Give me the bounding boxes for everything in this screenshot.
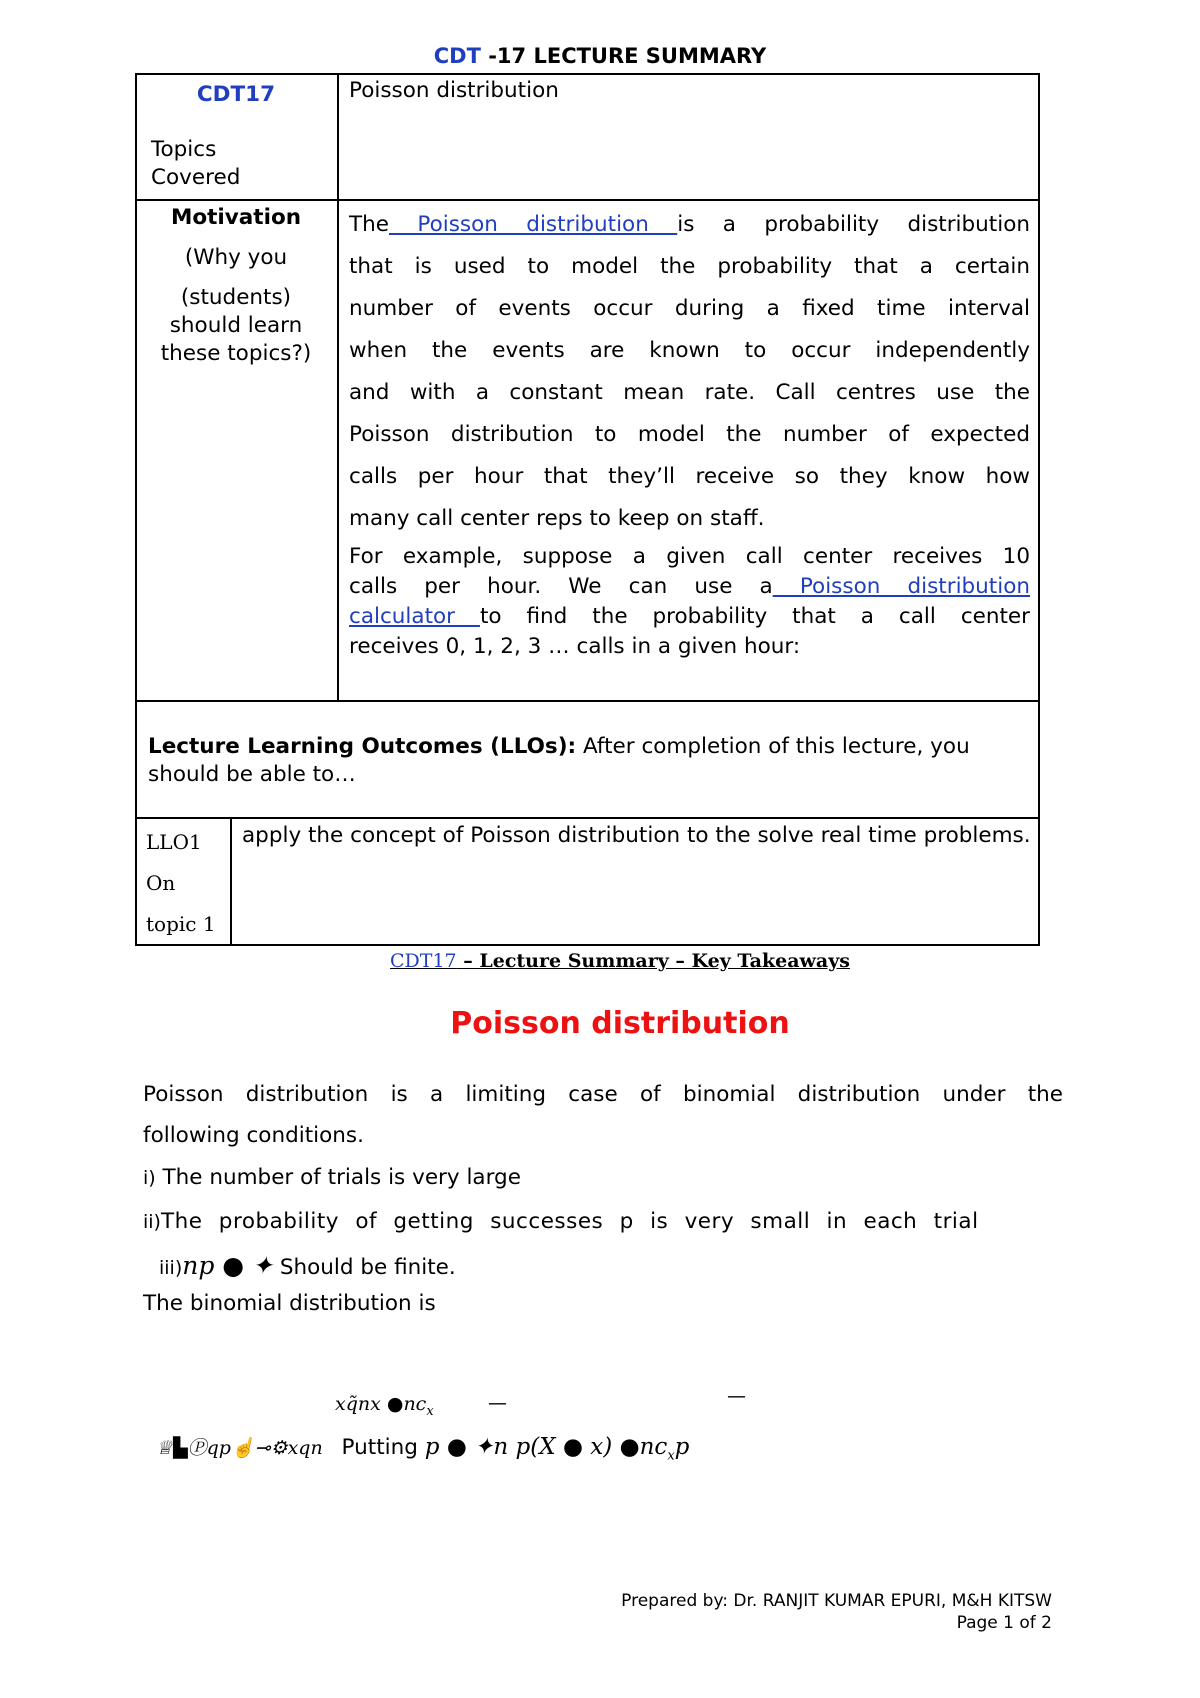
table-border-row1	[135, 199, 1040, 201]
condition-text: Should be finite.	[273, 1255, 456, 1280]
llo-heading-bold: Lecture Learning Outcomes (LLOs):	[148, 734, 577, 759]
page-number: Page 1 of 2	[956, 1613, 1052, 1633]
formula-putting: Putting	[341, 1435, 418, 1460]
motivation-label: Motivation	[170, 205, 302, 230]
condition-math: np ● ✦	[182, 1251, 274, 1280]
formula-tail: p	[674, 1434, 690, 1460]
motivation-why: (Why you	[184, 245, 288, 270]
condition-number: ii)	[143, 1211, 161, 1233]
document-title	[0, 44, 1200, 68]
binomial-intro: The binomial distribution is	[143, 1291, 436, 1316]
intro-line: Poisson distribution is a limiting case of binomial distribution under the	[143, 1082, 1063, 1107]
poisson-calculator-link[interactable]: Poisson distribution	[772, 574, 1030, 599]
example-line: For example, suppose a given call center receives 10	[349, 544, 1030, 569]
llo-id-cell	[146, 822, 216, 945]
motivation-line: and with a constant mean rate. Call centres use the	[349, 380, 1030, 405]
llo-heading	[148, 733, 1033, 789]
motivation-text: The	[349, 212, 389, 237]
formula-dash: —	[488, 1392, 507, 1414]
condition-2	[143, 1207, 1063, 1237]
llo-outcome: apply the concept of Poisson distribution to the solve real time problems.	[242, 823, 1031, 848]
topics-covered-label: Topics Covered	[151, 137, 241, 190]
formula-upper	[335, 1393, 434, 1419]
takeaways-code-link[interactable]: CDT17	[390, 950, 457, 972]
table-border-row3	[135, 817, 1040, 819]
example-line	[349, 602, 1030, 632]
table-border-top	[135, 73, 1040, 75]
formula-upper-sub: x	[426, 1403, 434, 1419]
example-text: to find the probability that a call center	[479, 604, 1031, 629]
table-border-right	[1038, 73, 1040, 946]
llo-topic: topic 1	[146, 912, 216, 936]
formula-upper-text: xq̃nx ●nc	[335, 1393, 427, 1415]
formula-glyphs: ♕▙Ⓟqp☝⊸⚙xqn	[156, 1437, 323, 1459]
motivation-line: number of events occur during a fixed time interval	[349, 296, 1030, 321]
section-body	[143, 1080, 1063, 1319]
llo-heading-rest: After completion of this lecture, you should be able to…	[148, 734, 970, 787]
table-border-row2	[135, 700, 1040, 702]
prepared-by: Prepared by: Dr. RANJIT KUMAR EPURI, M&H KITSW	[621, 1591, 1052, 1611]
condition-1	[143, 1163, 1063, 1193]
poisson-calculator-link[interactable]: calculator	[349, 604, 480, 629]
formula-lower	[156, 1433, 689, 1463]
motivation-cell	[140, 204, 332, 368]
motivation-paragraph	[349, 204, 1030, 540]
motivation-text: is a probability distribution	[677, 212, 1030, 237]
motivation-students: (students) should learn these topics?)	[160, 285, 312, 366]
formula-math: p ● ✦n p(X ● x) ●nc	[424, 1434, 668, 1460]
table-border-col-split	[337, 73, 339, 701]
table-border-llo-split	[230, 817, 232, 945]
motivation-line: calls per hour that they’ll receive so they know how	[349, 464, 1030, 489]
title-rest: -17 LECTURE SUMMARY	[480, 44, 767, 68]
condition-text: The number of trials is very large	[155, 1165, 521, 1190]
example-line	[349, 572, 1030, 602]
motivation-line: when the events are known to occur independently	[349, 338, 1030, 363]
motivation-line: that is used to model the probability that a certain	[349, 254, 1030, 279]
intro-line: following conditions.	[143, 1123, 364, 1148]
motivation-line: Poisson distribution to model the number of expected	[349, 422, 1030, 447]
example-paragraph	[349, 542, 1030, 662]
condition-3	[143, 1251, 1063, 1283]
takeaways-rest: – Lecture Summary – Key Takeaways	[456, 950, 850, 972]
example-text: calls per hour. We can use a	[349, 574, 773, 599]
condition-number: iii)	[159, 1257, 183, 1279]
condition-text: The probability of getting successes p is very small in each trial	[160, 1209, 979, 1234]
llo-on: On	[146, 871, 176, 895]
motivation-text	[349, 204, 1030, 662]
title-code: CDT	[433, 44, 481, 68]
poisson-distribution-link[interactable]: Poisson distribution	[389, 212, 678, 237]
section-heading: Poisson distribution	[450, 1006, 790, 1041]
motivation-line	[349, 204, 1030, 246]
example-line: receives 0, 1, 2, 3 … calls in a given hour:	[349, 634, 801, 659]
motivation-line: many call center reps to keep on staff.	[349, 506, 765, 531]
topic-name: Poisson distribution	[349, 78, 559, 103]
formula-lower-sub: x	[667, 1448, 675, 1464]
table-border-bottom	[135, 944, 1040, 946]
key-takeaways-title	[0, 950, 1200, 972]
condition-number: i)	[143, 1167, 156, 1189]
formula-dash: —	[727, 1385, 746, 1407]
cdt-code: CDT17	[196, 82, 276, 107]
table-border-left	[135, 73, 137, 946]
llo-id: LLO1	[146, 830, 202, 854]
